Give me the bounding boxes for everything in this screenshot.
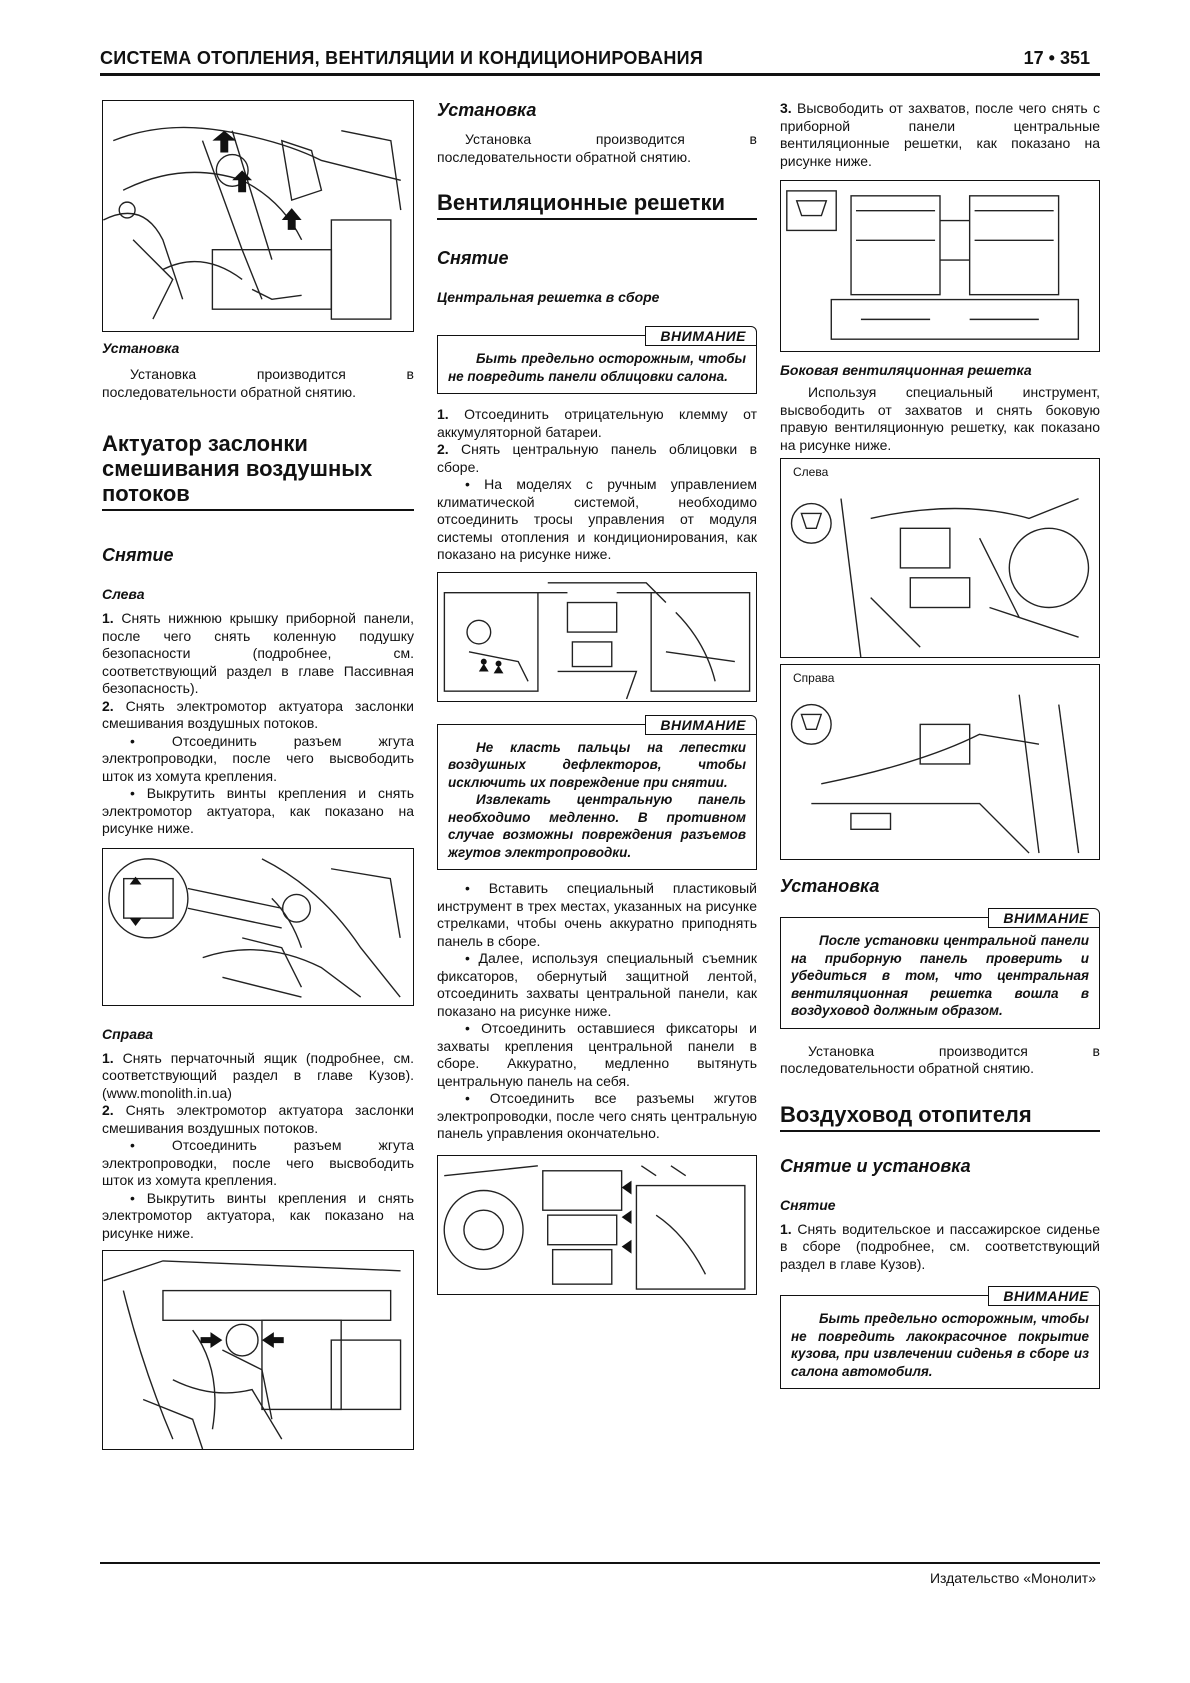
warning-text: Быть предельно осторожным, чтобы не повредить панели облицовки салона. — [448, 351, 746, 384]
step-number: 2. — [102, 1102, 114, 1118]
side-vent-left-illustration — [781, 459, 1099, 657]
central-vent-heading: Центральная решетка в сборе — [437, 289, 660, 305]
bullet-5: • Отсоединить все разъемы жгутов электропроводки, после чего снять центральную панель управления окончательно. — [437, 1090, 757, 1141]
step-text: Снять нижнюю крышку приборной панели, после чего снять коленную подушку безопасности (подробнее, см. соответствующий раздел в главе Пассивная безопасность). — [102, 610, 414, 696]
warning-text: Быть предельно осторожным, чтобы не повредить лакокрасочное покрытие кузова, при извлечении сиденья в сборе из салона автомобиля. — [791, 1311, 1089, 1379]
figure-label-right: Справа — [793, 671, 835, 685]
duct-removal-illustration — [103, 101, 413, 331]
step-3 — [780, 100, 1100, 170]
page-footer — [100, 1562, 1100, 1586]
removal-install-heading: Снятие и установка — [780, 1155, 971, 1176]
warning-box-2 — [437, 716, 757, 871]
right-step-1 — [102, 1050, 414, 1103]
figure-central-vents — [780, 180, 1100, 352]
warning-tag: ВНИМАНИЕ — [988, 1286, 1100, 1306]
removal-heading: Снятие — [780, 1196, 836, 1213]
install-text: Установка производится в последовательности обратной снятию. — [780, 1042, 1100, 1076]
step-2 — [437, 441, 757, 476]
column-right — [780, 100, 1100, 1389]
install-heading: Установка — [437, 100, 537, 120]
step-number: 3. — [780, 100, 792, 116]
step-number: 2. — [437, 441, 449, 457]
removal-heading: Снятие — [437, 248, 509, 268]
step-text: Снять центральную панель облицовки в сборе. — [437, 441, 758, 475]
left-step-1 — [102, 610, 414, 698]
actuator-left-illustration — [103, 849, 413, 1005]
section-title-vents: Вентиляционные решетки — [437, 190, 757, 220]
figure-side-vent-right — [780, 664, 1100, 860]
central-vents-illustration — [781, 181, 1099, 351]
bullet-4: • Отсоединить оставшиеся фиксаторы и захваты крепления центральной панели в сборе. Аккуратно, медленно вытянуть центральную панель на себя. — [437, 1020, 757, 1089]
figure-actuator-left — [102, 848, 414, 1006]
warning-box-3 — [780, 910, 1100, 1029]
side-vent-heading: Боковая вентиляционная решетка — [780, 362, 1032, 378]
center-panel-cables-illustration — [438, 573, 756, 701]
step-1 — [437, 406, 757, 441]
right-heading: Справа — [102, 1025, 154, 1042]
step-text: Снять перчаточный ящик (подробнее, см. соответствующий раздел в главе Кузов). (www.monolith.in.ua) — [102, 1049, 414, 1101]
figure-label-left: Слева — [793, 465, 829, 479]
bullet-3: • Далее, используя специальный съемник фиксаторов, обернутый защитной лентой, отсоединить захваты центральной панели, как показано на рисунке ниже. — [437, 950, 757, 1019]
left-step-2 — [102, 698, 414, 733]
warning-text-2: Извлекать центральную панель необходимо медленно. В противном случае возможны повреждения разъемов жгутов электропроводки. — [448, 792, 746, 860]
figure-side-vent-left — [780, 458, 1100, 658]
page-number: 17 • 351 — [1023, 48, 1090, 68]
install-heading: Установка — [780, 876, 880, 896]
step-text: Отсоединить отрицательную клемму от аккумуляторной батареи. — [437, 406, 757, 440]
install-heading: Установка — [102, 340, 180, 356]
page-header — [100, 44, 1100, 76]
section-title-actuator: Актуатор заслонки смешивания воздушных потоков — [102, 431, 414, 511]
left-heading: Слева — [102, 586, 145, 602]
bullet-2: • Вставить специальный пластиковый инструмент в трех местах, указанных на рисунке стрелками, чтобы очень аккуратно приподнять панель в сборе. — [437, 880, 757, 949]
step-number: 1. — [102, 610, 114, 626]
install-text: Установка производится в последовательности обратной снятию. — [102, 366, 414, 400]
side-vent-right-illustration — [781, 665, 1099, 859]
figure-center-panel-removal — [437, 1155, 757, 1295]
warning-box-4 — [780, 1288, 1100, 1389]
step-number: 1. — [780, 1220, 792, 1237]
step-text: Снять водительское и пассажирское сиденье в сборе (подробнее, см. соответствующий раздел в главе Кузов). — [780, 1220, 1101, 1272]
center-panel-removal-illustration — [438, 1156, 756, 1294]
warning-text: После установки центральной панели на приборную панель проверить и убедиться в том, что центральная вентиляционная решетка вошла в воздуховод должным образом. — [791, 933, 1089, 1018]
section-title-heater-duct: Воздуховод отопителя — [780, 1102, 1100, 1132]
left-bullet-2: • Выкрутить винты крепления и снять электромотор актуатора, как показано на рисунке ниже. — [102, 785, 414, 836]
step-text: Снять электромотор актуатора заслонки смешивания воздушных потоков. — [102, 697, 414, 731]
step-1 — [780, 1221, 1100, 1274]
warning-tag: ВНИМАНИЕ — [645, 326, 757, 346]
step-text: Снять электромотор актуатора заслонки смешивания воздушных потоков. — [102, 1102, 414, 1136]
step-number: 1. — [102, 1049, 114, 1066]
warning-text-1: Не класть пальцы на лепестки воздушных дефлекторов, чтобы исключить их повреждение при снятии. — [448, 739, 746, 790]
step-number: 2. — [102, 697, 114, 714]
right-step-2 — [102, 1102, 414, 1137]
bullet-1: • На моделях с ручным управлением климатической системой, необходимо отсоединить тросы управления от модуля системы отопления и кондиционирования, как показано на рисунке ниже. — [437, 476, 757, 562]
install-text: Установка производится в последовательности обратной снятию. — [437, 131, 757, 165]
left-bullet-1: • Отсоединить разъем жгута электропроводки, после чего высвободить шток из хомута крепления. — [102, 732, 414, 784]
right-bullet-2: • Выкрутить винты крепления и снять электромотор актуатора, как показано на рисунке ниже. — [102, 1189, 414, 1241]
chapter-title: СИСТЕМА ОТОПЛЕНИЯ, ВЕНТИЛЯЦИИ И КОНДИЦИОНИРОВАНИЯ — [100, 48, 704, 68]
figure-actuator-right — [102, 1250, 414, 1450]
actuator-right-illustration — [103, 1251, 413, 1449]
warning-box-1 — [437, 328, 757, 394]
column-middle — [437, 100, 757, 1295]
warning-tag: ВНИМАНИЕ — [988, 908, 1100, 928]
step-number: 1. — [437, 406, 449, 422]
side-vent-text: Используя специальный инструмент, высвободить от захватов и снять боковую правую вентиляционную решетку, как показано на рисунке ниже. — [780, 384, 1100, 453]
figure-duct-removal — [102, 100, 414, 332]
removal-heading: Снятие — [102, 545, 174, 565]
right-bullet-1: • Отсоединить разъем жгута электропроводки, после чего высвободить шток из хомута крепления. — [102, 1137, 414, 1188]
warning-tag: ВНИМАНИЕ — [645, 715, 757, 735]
column-left — [102, 100, 414, 1450]
figure-center-panel-cables — [437, 572, 757, 702]
step-text: Высвободить от захватов, после чего снять с приборной панели центральные вентиляционные решетки, как показано на рисунке ниже. — [780, 100, 1101, 169]
publisher: Издательство «Монолит» — [929, 1570, 1096, 1586]
